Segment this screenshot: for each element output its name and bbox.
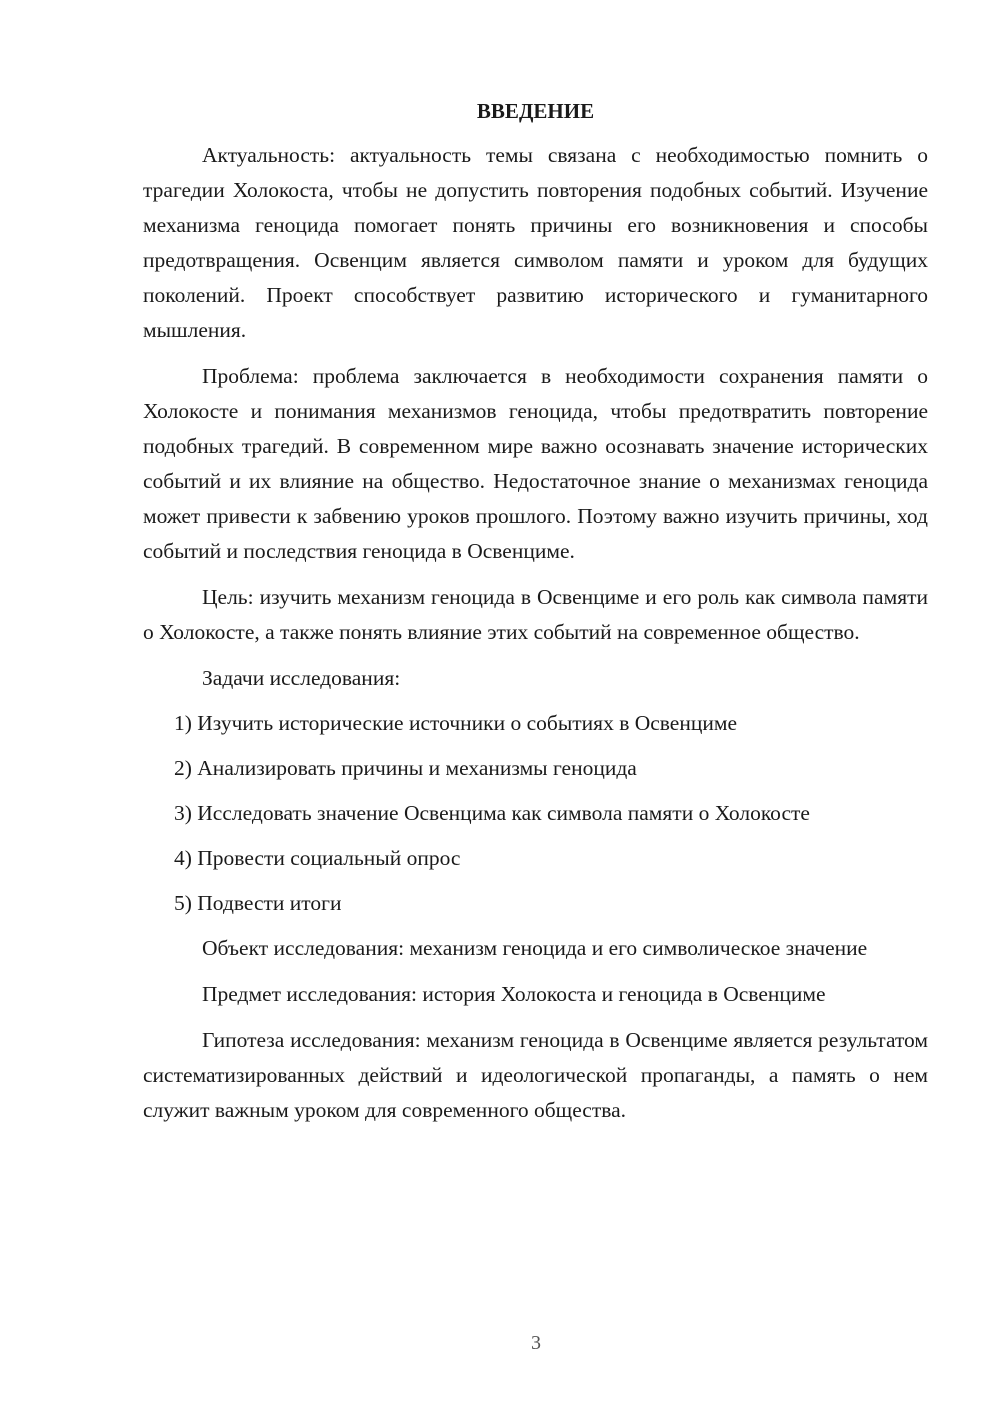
list-item: 1) Изучить исторические источники о событиях в Освенциме — [174, 711, 738, 735]
list-item: 3) Исследовать значение Освенцима как символа памяти о Холокосте — [174, 801, 810, 825]
list-item: 5) Подвести итоги — [174, 891, 342, 915]
goal-paragraph: Цель: изучить механизм геноцида в Освенциме и его роль как символа памяти о Холокосте, а также понять влияние этих событий на современное общество. — [143, 585, 928, 644]
problem-paragraph: Проблема: проблема заключается в необходимости сохранения памяти о Холокосте и понимания механизмов геноцида, чтобы предотвратить повторение подобных трагедий. В современном мире важно осознавать значение исторических событий и их влияние на общество. Недостаточное знание о механизмах геноцида может привести к забвению уроков прошлого. Поэтому важно изучить причины, ход событий и последствия геноцида в Освенциме. — [143, 364, 928, 563]
hypothesis-paragraph: Гипотеза исследования: механизм геноцида в Освенциме является результатом систематизированных действий и идеологической пропаганды, а память о нем служит важным уроком для современного общества. — [143, 1028, 928, 1122]
object-paragraph: Объект исследования: механизм геноцида и его символическое значение — [202, 936, 868, 960]
page-title: ВВЕДЕНИЕ — [476, 99, 595, 123]
task-list — [143, 706, 928, 921]
list-item: 2) Анализировать причины и механизмы геноцида — [174, 756, 637, 780]
relevance-paragraph: Актуальность: актуальность темы связана с необходимостью помнить о трагедии Холокоста, чтобы не допустить повторения подобных событий. Изучение механизма геноцида помогает понять причины его возникновения и способы предотвращения. Освенцим является символом памяти и уроком для будущих поколений. Проект способствует развитию исторического и гуманитарного мышления. — [143, 143, 928, 342]
page-number: 3 — [531, 1332, 541, 1354]
document-page — [143, 96, 928, 1139]
list-item: 4) Провести социальный опрос — [174, 846, 461, 870]
tasks-heading: Задачи исследования: — [202, 666, 401, 690]
subject-paragraph: Предмет исследования: история Холокоста и геноцида в Освенциме — [202, 982, 826, 1006]
